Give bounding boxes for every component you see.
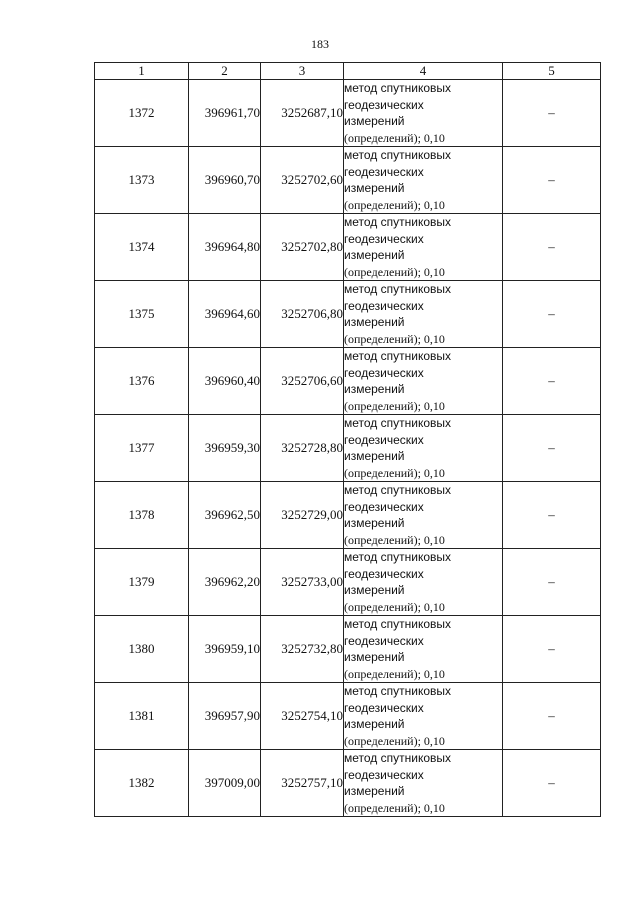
method-accuracy: (определений); 0,10 xyxy=(344,264,445,279)
method-cell xyxy=(344,348,503,415)
method-line: геодезических xyxy=(344,164,424,179)
coordinate-x: 396959,30 xyxy=(189,415,261,482)
header-col-3: 3 xyxy=(261,63,344,80)
method-cell xyxy=(344,80,503,147)
table-row xyxy=(95,214,601,281)
note-cell: – xyxy=(503,80,601,147)
coordinate-y: 3252702,60 xyxy=(261,147,344,214)
method-line: метод спутниковых xyxy=(344,148,452,162)
method-line: геодезических xyxy=(344,231,424,246)
header-col-1: 1 xyxy=(95,63,189,80)
method-accuracy: (определений); 0,10 xyxy=(344,197,445,212)
method-line: измерений xyxy=(344,516,405,530)
coordinate-y: 3252729,00 xyxy=(261,482,344,549)
coordinate-y: 3252757,10 xyxy=(261,750,344,817)
coordinates-table xyxy=(94,62,601,817)
note-cell: – xyxy=(503,549,601,616)
method-line: измерений xyxy=(344,650,405,664)
header-col-4: 4 xyxy=(344,63,503,80)
table-row xyxy=(95,482,601,549)
point-number: 1376 xyxy=(95,348,189,415)
method-line: измерений xyxy=(344,784,405,798)
method-accuracy: (определений); 0,10 xyxy=(344,666,445,681)
table-row xyxy=(95,683,601,750)
note-cell: – xyxy=(503,348,601,415)
point-number: 1381 xyxy=(95,683,189,750)
method-line: измерений xyxy=(344,248,405,262)
coordinate-y: 3252733,00 xyxy=(261,549,344,616)
method-cell xyxy=(344,281,503,348)
method-cell xyxy=(344,147,503,214)
table-row xyxy=(95,750,601,817)
coordinate-y: 3252706,80 xyxy=(261,281,344,348)
table-row xyxy=(95,616,601,683)
method-line: метод спутниковых xyxy=(344,81,452,95)
coordinate-x: 396964,60 xyxy=(189,281,261,348)
note-cell: – xyxy=(503,214,601,281)
point-number: 1380 xyxy=(95,616,189,683)
point-number: 1377 xyxy=(95,415,189,482)
coordinate-x: 396960,40 xyxy=(189,348,261,415)
method-line: метод спутниковых xyxy=(344,483,452,497)
method-accuracy: (определений); 0,10 xyxy=(344,599,445,614)
table-row xyxy=(95,80,601,147)
method-accuracy: (определений); 0,10 xyxy=(344,130,445,145)
method-line: измерений xyxy=(344,315,405,329)
method-accuracy: (определений); 0,10 xyxy=(344,733,445,748)
coordinate-y: 3252728,80 xyxy=(261,415,344,482)
method-cell xyxy=(344,616,503,683)
coordinate-y: 3252702,80 xyxy=(261,214,344,281)
method-line: измерений xyxy=(344,717,405,731)
note-cell: – xyxy=(503,415,601,482)
point-number: 1374 xyxy=(95,214,189,281)
point-number: 1372 xyxy=(95,80,189,147)
method-line: измерений xyxy=(344,114,405,128)
method-line: измерений xyxy=(344,181,405,195)
point-number: 1378 xyxy=(95,482,189,549)
table-row xyxy=(95,415,601,482)
method-line: геодезических xyxy=(344,432,424,447)
coordinate-y: 3252732,80 xyxy=(261,616,344,683)
method-cell xyxy=(344,415,503,482)
method-line: геодезических xyxy=(344,499,424,514)
coordinate-y: 3252706,60 xyxy=(261,348,344,415)
coordinate-x: 396964,80 xyxy=(189,214,261,281)
method-line: геодезических xyxy=(344,633,424,648)
method-line: метод спутниковых xyxy=(344,617,452,631)
coordinate-y: 3252687,10 xyxy=(261,80,344,147)
point-number: 1373 xyxy=(95,147,189,214)
point-number: 1379 xyxy=(95,549,189,616)
note-cell: – xyxy=(503,750,601,817)
method-accuracy: (определений); 0,10 xyxy=(344,465,445,480)
method-line: метод спутниковых xyxy=(344,215,452,229)
coordinate-x: 397009,00 xyxy=(189,750,261,817)
table-body xyxy=(95,80,601,817)
page-number: 183 xyxy=(311,37,329,51)
header-col-2: 2 xyxy=(189,63,261,80)
note-cell: – xyxy=(503,616,601,683)
coordinate-x: 396959,10 xyxy=(189,616,261,683)
method-accuracy: (определений); 0,10 xyxy=(344,800,445,815)
method-accuracy: (определений); 0,10 xyxy=(344,532,445,547)
method-line: геодезических xyxy=(344,767,424,782)
method-line: измерений xyxy=(344,583,405,597)
coordinate-y: 3252754,10 xyxy=(261,683,344,750)
point-number: 1375 xyxy=(95,281,189,348)
method-cell xyxy=(344,549,503,616)
method-line: метод спутниковых xyxy=(344,349,452,363)
table-row xyxy=(95,348,601,415)
table-row xyxy=(95,147,601,214)
method-line: геодезических xyxy=(344,365,424,380)
coordinate-x: 396957,90 xyxy=(189,683,261,750)
method-cell xyxy=(344,482,503,549)
note-cell: – xyxy=(503,281,601,348)
table-row xyxy=(95,281,601,348)
method-line: геодезических xyxy=(344,97,424,112)
header-col-5: 5 xyxy=(503,63,601,80)
method-cell xyxy=(344,750,503,817)
method-line: метод спутниковых xyxy=(344,751,452,765)
method-line: геодезических xyxy=(344,566,424,581)
note-cell: – xyxy=(503,482,601,549)
method-line: метод спутниковых xyxy=(344,282,452,296)
method-line: метод спутниковых xyxy=(344,416,452,430)
method-accuracy: (определений); 0,10 xyxy=(344,331,445,346)
coordinate-x: 396961,70 xyxy=(189,80,261,147)
method-line: метод спутниковых xyxy=(344,684,452,698)
method-accuracy: (определений); 0,10 xyxy=(344,398,445,413)
method-cell xyxy=(344,214,503,281)
coordinate-x: 396962,50 xyxy=(189,482,261,549)
method-cell xyxy=(344,683,503,750)
method-line: геодезических xyxy=(344,700,424,715)
method-line: измерений xyxy=(344,449,405,463)
method-line: геодезических xyxy=(344,298,424,313)
coordinate-x: 396960,70 xyxy=(189,147,261,214)
note-cell: – xyxy=(503,683,601,750)
header-row xyxy=(95,63,601,80)
note-cell: – xyxy=(503,147,601,214)
method-line: метод спутниковых xyxy=(344,550,452,564)
method-line: измерений xyxy=(344,382,405,396)
coordinate-x: 396962,20 xyxy=(189,549,261,616)
point-number: 1382 xyxy=(95,750,189,817)
table-row xyxy=(95,549,601,616)
